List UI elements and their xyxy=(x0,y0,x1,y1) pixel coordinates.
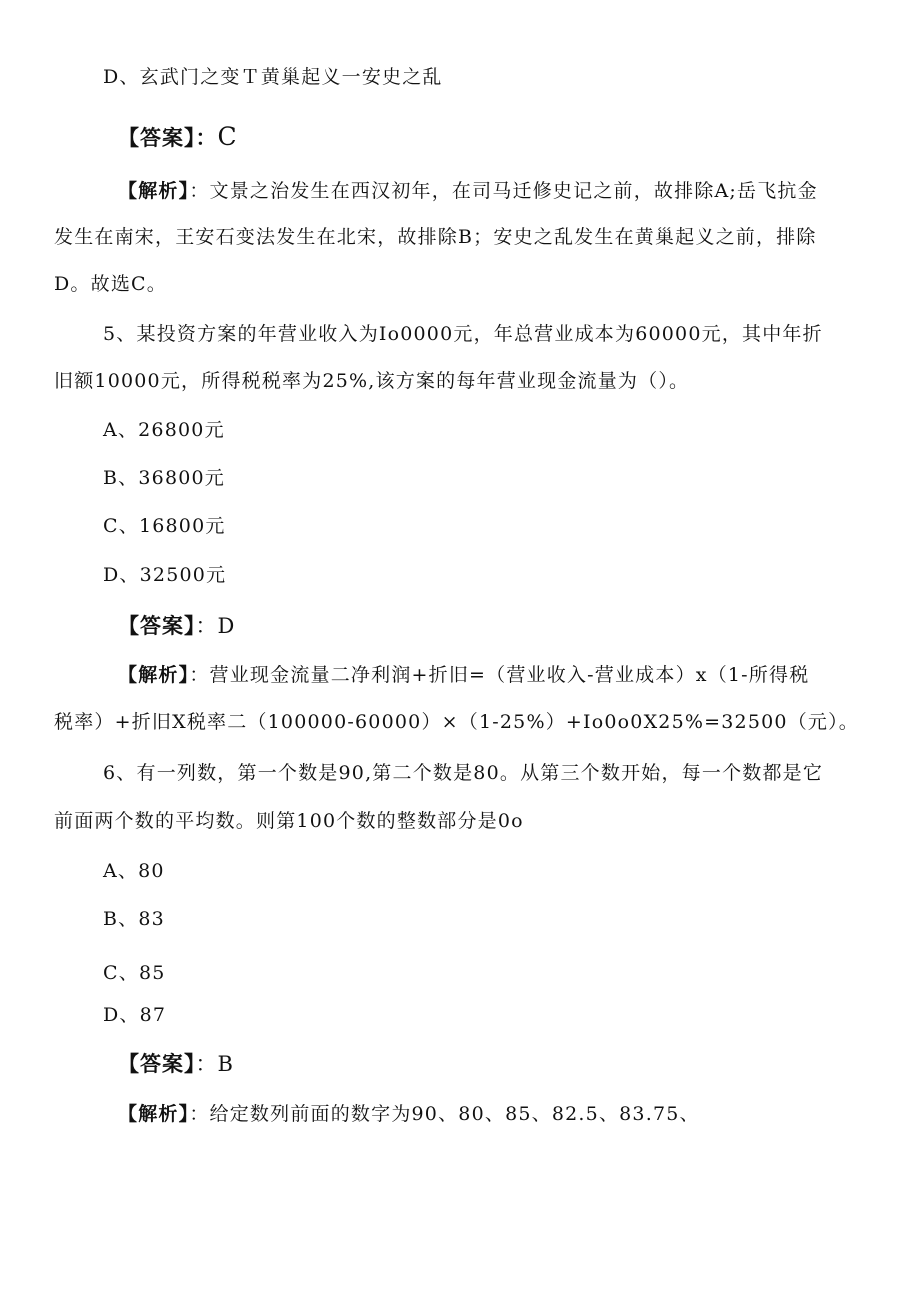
q4-explanation-label: 【解析】 xyxy=(118,180,190,202)
q5-answer xyxy=(118,610,235,640)
q4-explanation-line-1: 【解析】：文景之治发生在西汉初年，在司马迁修史记之前，故排除A;岳飞抗金 xyxy=(118,180,818,202)
q6-stem-line-2: 前面两个数的平均数。则第100个数的整数部分是0o xyxy=(54,810,524,832)
q6-option-a: A、80 xyxy=(103,860,165,882)
q6-answer-label: 【答案】 xyxy=(118,1052,196,1076)
q6-answer xyxy=(118,1048,234,1078)
q5-explanation-label: 【解析】 xyxy=(118,664,190,686)
q5-explanation-line-1: 【解析】：营业现金流量二净利润+折旧=（营业收入-营业成本）x（1-所得税 xyxy=(118,664,810,686)
q5-answer-label: 【答案】 xyxy=(118,614,196,638)
q4-answer-value: C xyxy=(217,122,238,151)
q5-option-b: B、36800元 xyxy=(103,467,226,489)
q6-option-b: B、83 xyxy=(103,908,165,930)
q4-option-d: D、玄武门之变Ｔ黄巢起义一安史之乱 xyxy=(103,66,443,88)
q6-explanation-line-1: 【解析】：给定数列前面的数字为90、80、85、82.5、83.75、 xyxy=(118,1103,700,1125)
q5-option-c: C、16800元 xyxy=(103,515,226,537)
q4-answer-label: 【答案】： xyxy=(118,126,218,150)
q5-stem-line-1: 5、某投资方案的年营业收入为Io0000元，年总营业成本为60000元，其中年折 xyxy=(103,323,823,345)
q4-answer xyxy=(118,122,238,152)
q5-option-a: A、26800元 xyxy=(103,419,225,441)
q5-explanation-line-2: 税率）+折旧X税率二（100000-60000）×（1-25%）+Io0o0X25%=32500（元）。 xyxy=(54,711,859,733)
q6-explanation-label: 【解析】 xyxy=(118,1103,190,1125)
q4-explanation-line-3: D。故选C。 xyxy=(54,273,167,295)
q5-answer-value: ：D xyxy=(195,614,236,638)
q6-answer-value: ：B xyxy=(195,1052,234,1076)
q6-option-d: D、87 xyxy=(103,1004,167,1026)
q5-option-d: D、32500元 xyxy=(103,564,227,586)
q6-option-c: C、85 xyxy=(103,962,166,984)
q4-explanation-line-2: 发生在南宋，王安石变法发生在北宋，故排除B；安史之乱发生在黄巢起义之前，排除 xyxy=(54,226,817,248)
q6-stem-line-1: 6、有一列数，第一个数是90,第二个数是80。从第三个数开始，每一个数都是它 xyxy=(103,762,824,784)
q5-stem-line-2: 旧额10000元，所得税税率为25%,该方案的每年营业现金流量为（）。 xyxy=(54,370,690,392)
